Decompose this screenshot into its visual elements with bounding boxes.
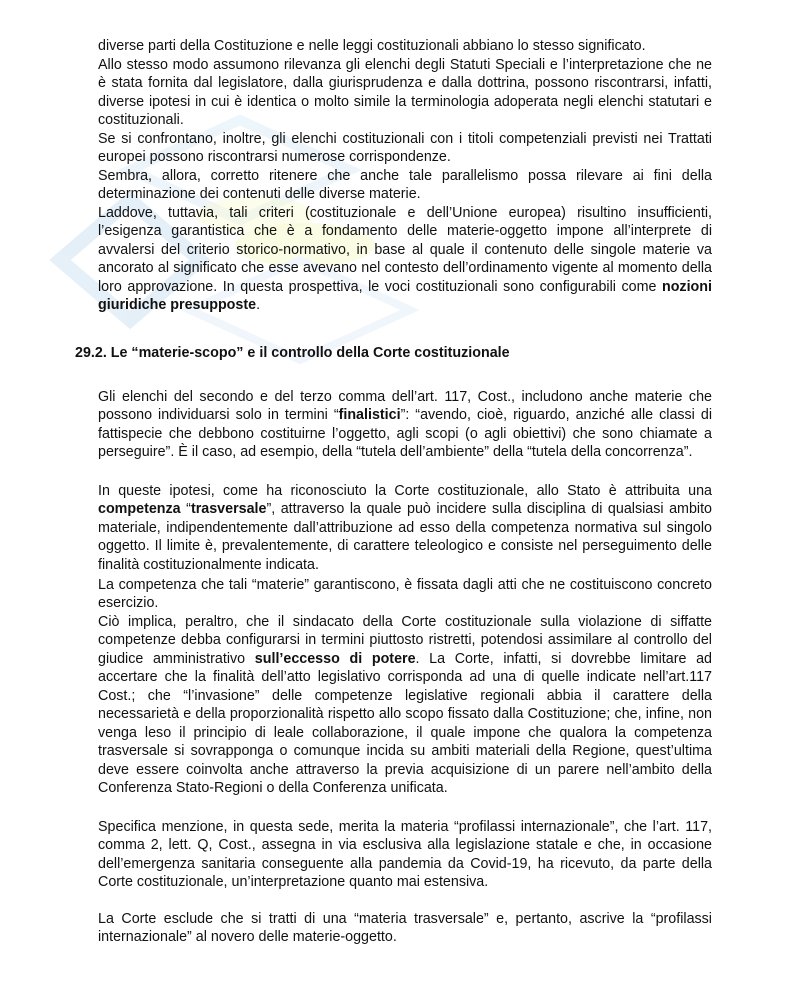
text-run: ”, attraverso la quale può incidere sulla disciplina di qualsiasi ambito materiale, indipendentemente dall’attribuzione ad esso della competenza normativa sul singolo oggetto. Il limite è, prevalentemente, di carattere teleologico e consiste nel perseguimento delle finalità costituzionalmente indicata. <box>98 501 712 573</box>
paragraph: La competenza che tali “materie” garantiscono, è fissata dagli atti che ne costituiscono concreto esercizio. <box>98 577 712 612</box>
bold-term: competenza <box>98 501 181 518</box>
paragraph <box>98 388 712 462</box>
section-heading: 29.2. Le “materie-scopo” e il controllo della Corte costituzionale <box>75 345 510 361</box>
text-run: Ciò implica, peraltro, che il sindacato della Corte costituzionale sulla violazione di siffatte competenze debba configurarsi in termini piuttosto ristretti, potendosi assimilare al controllo del giudice amministrativo <box>98 614 712 667</box>
bold-term: trasversale <box>190 501 267 518</box>
paragraph: diverse parti della Costituzione e nelle leggi costituzionali abbiano lo stesso significato. <box>98 38 646 54</box>
bold-term: finalistici <box>338 407 401 424</box>
paragraph <box>98 204 712 315</box>
text-run: ”: “avendo, cioè, riguardo, anziché alle classi di fattispecie che debbono costituirne l’oggetto, agli scopi (o agli obiettivi) che sono chiamate a perseguire”. È il caso, ad esempio, della “tutela dell’ambiente” della “tutela della concorrenza”. <box>98 407 712 461</box>
text-run: Laddove, tuttavia, tali criteri (costituzionale e dell’Unione europea) risultino insufficienti, l’esigenza garantistica che è a fondamento delle materie-oggetto impone all’interprete di avvalersi del criterio storico-normativo, in base al quale il contenuto delle singole materie va ancorato al significato che esse avevano nel contesto dell’ordinamento vigente al momento della loro approvazione. In questa prospettiva, le voci costituzionali sono configurabili come <box>98 205 712 295</box>
paragraph <box>98 613 712 798</box>
paragraph: Specifica menzione, in questa sede, merita la materia “profilassi internazionale”, che l’art. 117, comma 2, lett. Q, Cost., assegna in via esclusiva alla legislazione statale e che, in occasione dell’emergenza sanitaria conseguente alla pandemia da Covid-19, ha ricevuto, da parte della Corte costituzionale, un’interpretazione quanto mai estensiva. <box>98 819 712 891</box>
text-run: . La Corte, infatti, si dovrebbe limitare ad accertare che la finalità dell’atto legislativo corrisponda ad una di quelle indicate nell’art.117 Cost.; che “l’invasione” delle competenze legislative regionali abbia il carattere della necessarietà e della proporzionalità rispetto allo scopo fissato dalla Costituzione; che, infine, non venga leso il principio di leale collaborazione, il quale impone che qualora la competenza trasversale si sovrapponga o comunque incida su ambiti materiali della Regione, quest’ultima deve essere coinvolta anche attraverso la previa acquisizione di un parere nell’ambito della Conferenza Stato-Regioni o della Conferenza unificata. <box>98 650 713 797</box>
paragraph: La Corte esclude che si tratti di una “materia trasversale” e, pertanto, ascrive la “profilassi internazionale” al novero delle materie-oggetto. <box>98 911 712 946</box>
text-run: “ <box>180 501 191 518</box>
paragraph: Sembra, allora, corretto ritenere che anche tale parallelismo possa rilevare ai fini della determinazione dei contenuti delle diverse materie. <box>98 168 712 203</box>
text-run: . <box>256 297 261 314</box>
bold-term: sull’eccesso di potere <box>254 650 416 667</box>
paragraph: Se si confrontano, inoltre, gli elenchi costituzionali con i titoli competenziali previsti nei Trattati europei possono riscontrarsi numerose corrispondenze. <box>98 131 712 166</box>
text-run: Gli elenchi del secondo e del terzo comma dell’art. 117, Cost., includono anche materie che possono individuarsi solo in termini “ <box>98 389 712 424</box>
bold-term: nozioni giuridiche presupposte <box>98 278 712 314</box>
text-run: In queste ipotesi, come ha riconosciuto la Corte costituzionale, allo Stato è attribuita una <box>98 483 712 499</box>
paragraph: Allo stesso modo assumono rilevanza gli elenchi degli Statuti Speciali e l’interpretazione che ne è stata fornita dal legislatore, dalla giurisprudenza e dalla dottrina, possono riscontrarsi, infatti, diverse ipotesi in cui è identica o molto simile la terminologia adoperata negli elenchi statutari e costituzionali. <box>98 57 712 129</box>
paragraph <box>98 482 712 574</box>
